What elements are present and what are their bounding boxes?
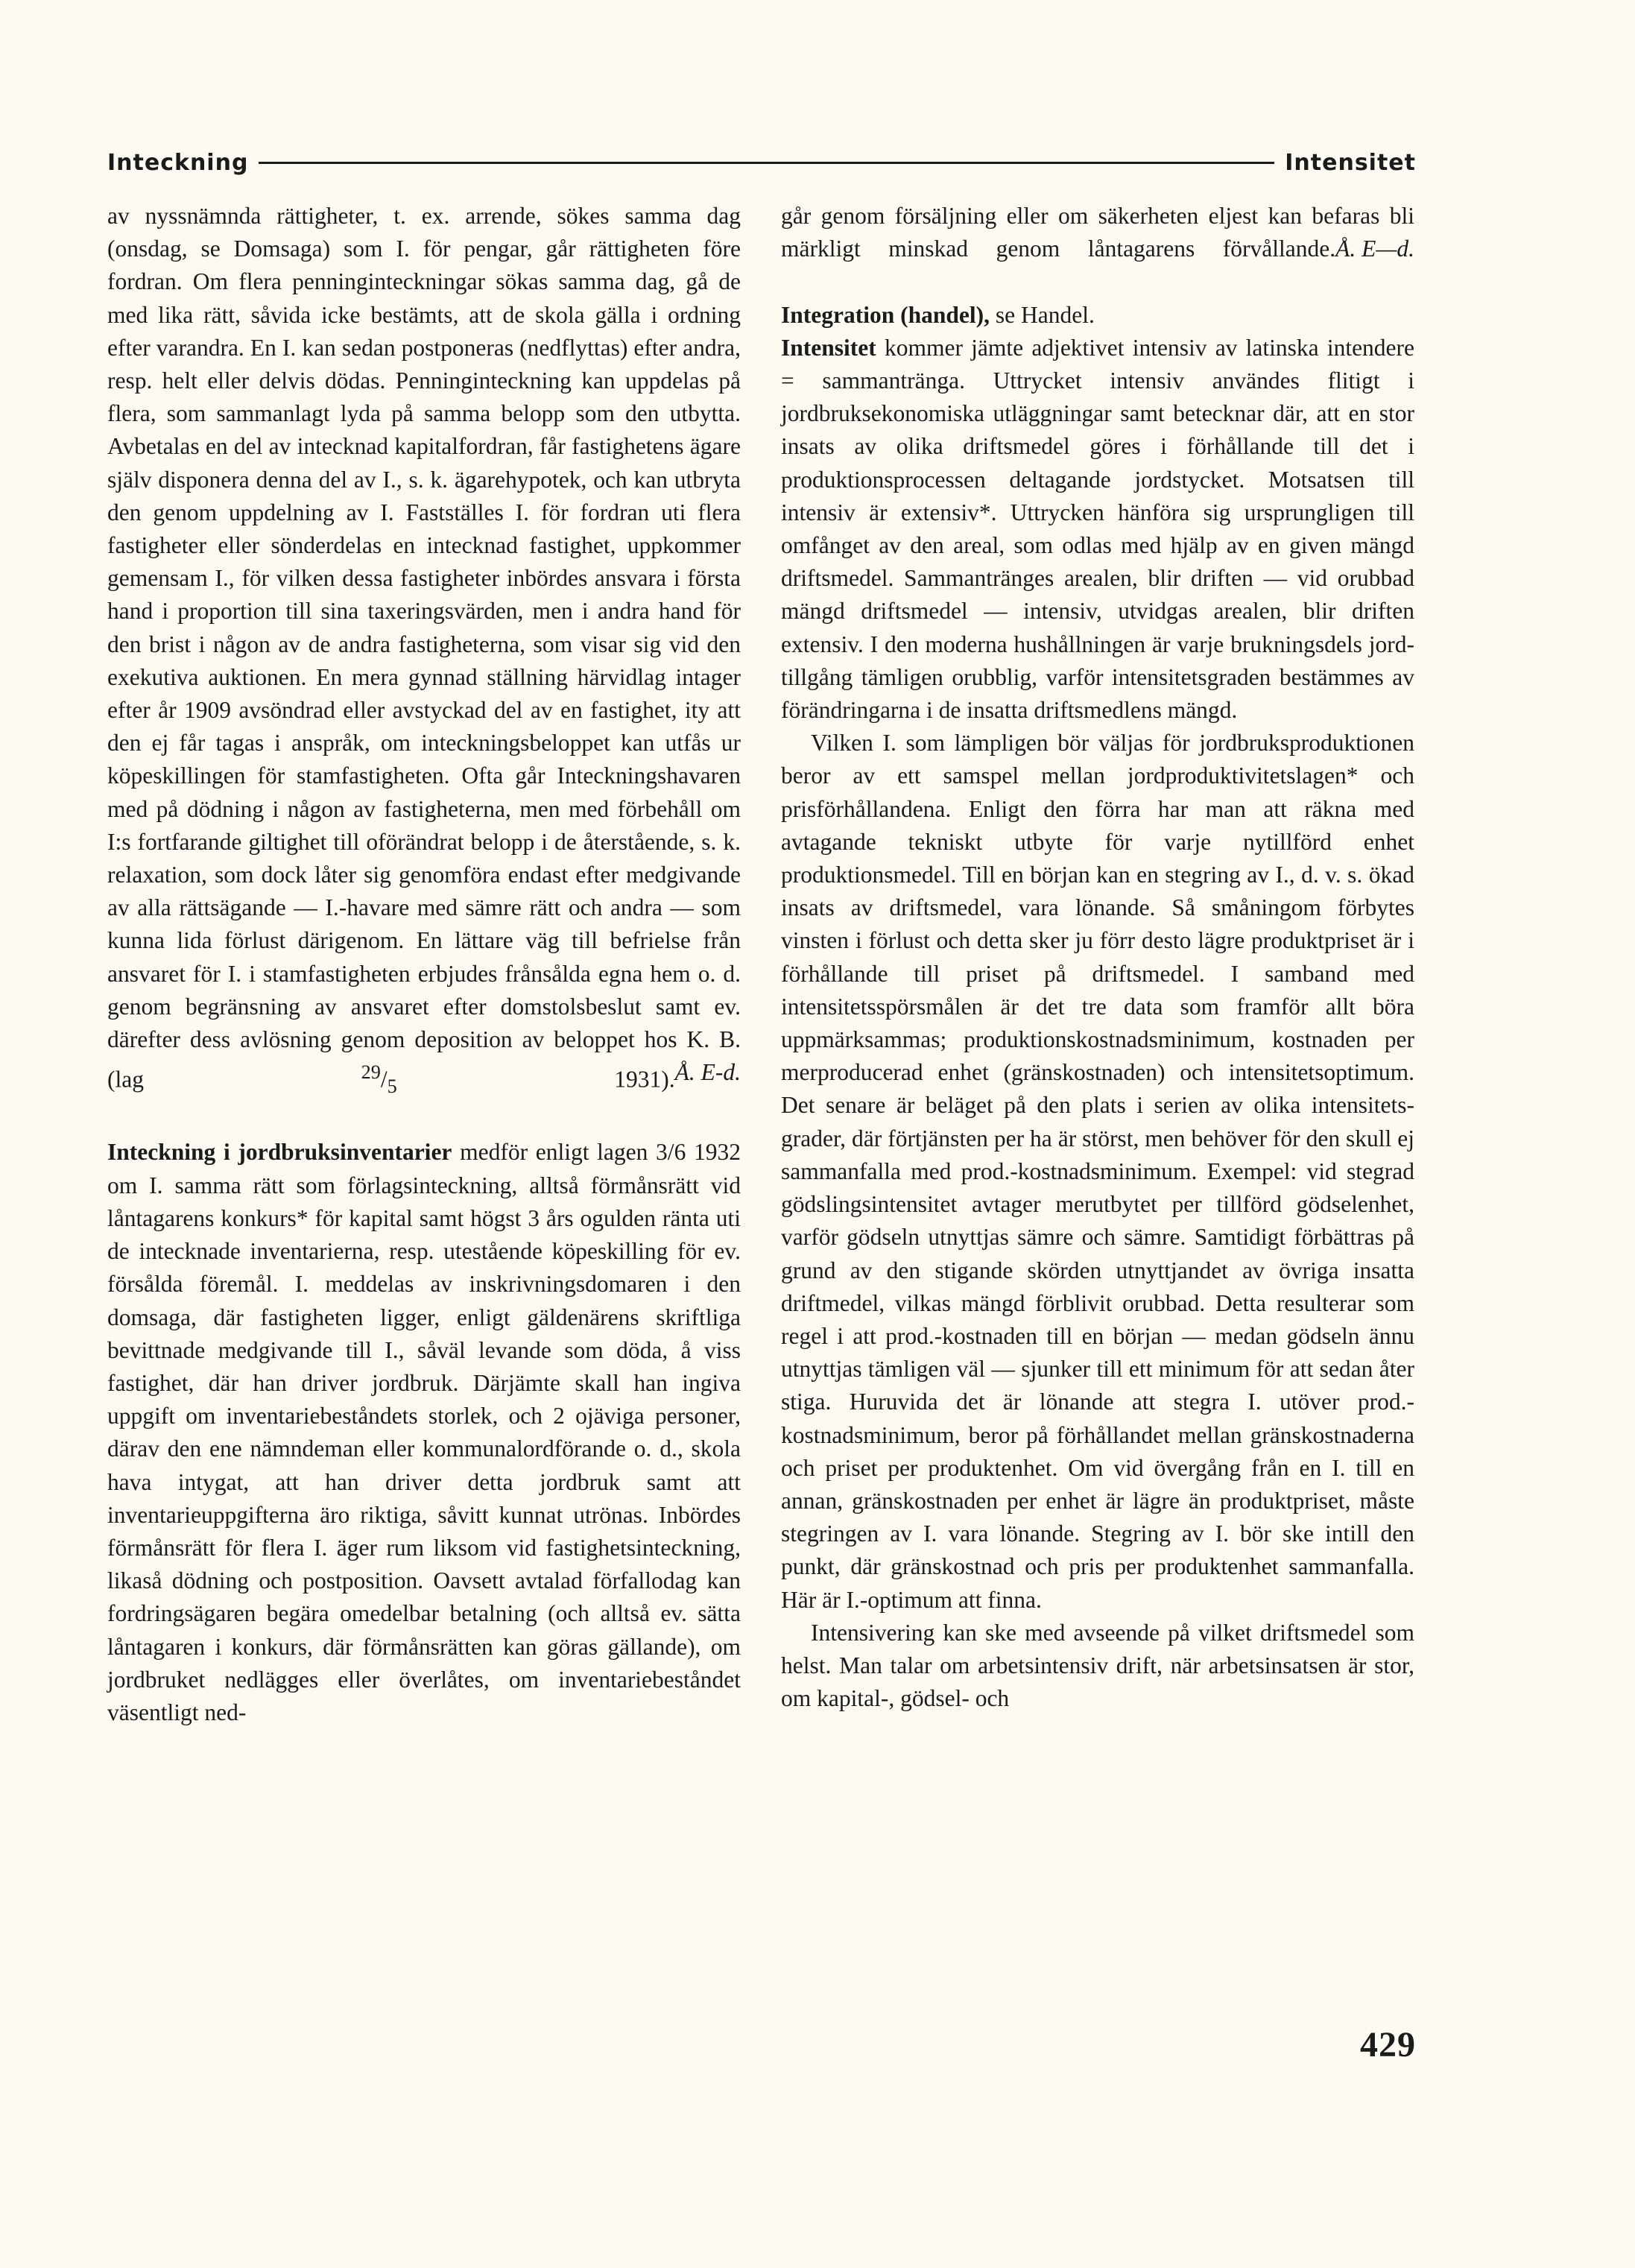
author-signature: Å. E—d.	[1335, 236, 1414, 262]
entry-text: se Handel.	[995, 301, 1095, 328]
author-signature: Å. E-d.	[674, 1059, 741, 1086]
entry-headword: Integration (handel),	[781, 301, 990, 328]
left-column	[107, 200, 741, 1989]
entry-inteckning-continued: av nyssnämnda rättigheter, t. ex. arrende, sökes samma dag (onsdag, se Domsaga) som I. för pengar, går rättigheten före fordran. Om flera penninginteckningar sökas samma dag, gå de med lika rätt, såvida icke bestämts, att de skola gälla i ordning efter varandra. En I. kan sedan postponeras (nedflyttas) efter andra, resp. helt eller delvis dödas. Penninginteckning kan uppdelas på flera, som sammanlagt lyda på samma belopp som den utbytta. Avbetalas en del av intecknad kapitalfordran, får fastighetens ägare själv disponera denna del av I., s. k. ägarehypotek, och kan utbryta den genom uppdelning av I. Fastställes I. för fordran uti flera fastigheter eller sönderdelas en intecknad fastighet, uppkommer gemensam I., för vilken dessa fastigheter inbördes ansvara i första hand i proportion till sina taxeringsvärden, men i andra hand för den brist i någon av de andra fastigheterna, som visar sig vid den exekutiva auktionen. En mera gynnad ställning härvidlag intager efter år 1909 avsöndrad eller avstyckad del av en fastighet, ity att den ej får tagas i anspråk, om inteckningsbeloppet kan utfås ur köpeskillingen för stamfastigheten. Ofta går Inteckningshavaren med på dödning i någon av fastigheterna, men med förbehåll om I:s fortfarande giltighet till oförändrat belopp i de återstående, s. k. relaxation, som dock låter sig genomföra endast efter medgivande av alla rättsägande — I.-havare med sämre rätt och andra — som kunna lida förlust därigenom. En lättare väg till befrielse från ansvaret för I. i stamfastigheten erbjudes frånsålda egna hem o. d. genom begränsning av ansvaret efter domstolsbeslut samt ev. därefter dess avlösning genom deposition av beloppet hos K. B. (lag $^{29}/_5$ 1931). Å. E-d.	[107, 203, 741, 1098]
right-column	[781, 200, 1414, 1989]
entry-integration	[781, 299, 1414, 332]
date-subscript: 5	[387, 1075, 397, 1098]
header-left-term: Inteckning	[107, 149, 249, 176]
page-number: 429	[1360, 2025, 1416, 2065]
entry-text: kommer jämte adjektivet intensiv av latinska intendere = sammantränga. Uttrycket intensiv användes flitigt i jordbruksekonomiska utläggningar samt betecknar där, att en stor insats av olika driftsmedel göres i förhållande till det i produktionsprocessen deltagande jordstycket. Motsatsen till intensiv är extensiv*. Uttrycken hänföra sig ursprungligen till omfånget av den areal, som odlas med hjälp av en given mängd driftsmedel. Sammantränges arealen, blir driften — vid orubbad mängd driftsmedel — intensiv, utvidgas arealen, blir driften extensiv. I den moderna hushållningen är varje brukningsdels jordtillgång tämligen orubblig, varför intensitetsgraden bestämmes av förändringarna i de insatta driftsmedlens mängd.	[781, 334, 1415, 724]
entry-continued	[781, 200, 1414, 299]
header-right-term: Intensitet	[1285, 149, 1416, 176]
entry-inteckning-i-jordbruksinventarier	[107, 1136, 741, 1729]
entry-headword: Intensitet	[781, 334, 876, 361]
paragraph-text: går genom försäljning eller om säkerheten eljest kan befaras bli märkligt minskad genom låntagarens förvållande.	[781, 203, 1414, 262]
running-header	[107, 145, 1416, 180]
date-year: 1931).	[614, 1066, 675, 1093]
date-superscript: 29	[361, 1061, 381, 1084]
paragraph: Vilken I. som lämpligen bör väljas för jordbruksproduktionen beror av ett samspel mellan jordproduktivitetslagen* och prisförhållandena. Enligt den förra har man att räkna med avtagande tekniskt utbyte för varje nytillförd enhet produktionsmedel. Till en början kan en stegring av I., d. v. s. ökad insats av driftsmedel, vara lönande. Så småningom förbytes vinsten i förlust och detta sker ju förr desto lägre produktpriset är i förhållande till priset på driftsmedel. I samband med intensitetsspörsmålen är det tre data som framför allt böra uppmärksammas; produktionskostnadsminimum, kostnaden per merproducerad enhet (gränskostnaden) och intensitetsoptimum. Det senare är beläget på den plats i serien av olika intensitetsgrader, där förtjänsten per ha är störst, men behöver för den skull ej sammanfalla med prod.-kostnadsminimum. Exempel: vid stegrad gödslingsintensitet avtager merutbytet per tillförd gödselenhet, varför gödseln utnyttjas sämre och sämre. Samtidigt förbättras på grund av den stigande skörden utnyttjandet av övriga insatta driftmedel, vilkas mängd förblivit orubbad. Detta resulterar som regel i att prod.-kostnaden till en början — medan gödseln ännu utnyttjas tämligen väl — sjunker till ett minimum för att sedan åter stiga. Huruvida det är lönande att stegra I. utöver prod.-kostnadsminimum, beror på förhållandet mellan gränskostnaderna och priset per produktenhet. Om vid övergång från en I. till en annan, gränskostnaden per enhet är lägre än produktpriset, måste stegringen av I. vara lönande. Stegring av I. bör ske intill den punkt, där gränskostnad och pris per produktenhet sammanfalla. Här är I.-optimum att finna.	[781, 730, 1414, 1613]
paragraph-text: av nyssnämnda rättigheter, t. ex. arrende, sökes samma dag (onsdag, se Domsaga) som I. för pengar, går rättigheten före fordran. Om flera penninginteckningar sökas samma dag, gå de med lika rätt, såvida icke bestämts, att de skola gälla i ordning efter varandra. En I. kan sedan postponeras (nedflyttas) efter andra, resp. helt eller delvis dödas. Penninginteckning kan uppdelas på flera, som sammanlagt lyda på samma belopp som den utbytta. Avbetalas en del av intecknad kapitalfordran, får fastighetens ägare själv disponera denna del av I., s. k. ägarehypotek, och kan utbryta den genom uppdelning av I. Fastställes I. för fordran uti flera fastigheter eller sönderdelas en intecknad fastighet, uppkommer gemensam I., för vilken dessa fastigheter inbördes ansvara i första hand i proportion till sina taxeringsvärden, men i andra hand för den brist i någon av de andra fastigheterna, som visar sig vid den exekutiva auktionen. En mera gynnad ställning härvidlag intager efter år 1909 avsöndrad eller avstyckad del av en fastighet, ity att den ej får tagas i anspråk, om inteckningsbeloppet kan utfås ur köpeskillingen för stamfastigheten. Ofta går Inteckningshavaren med på dödning i någon av fastigheterna, men med förbehåll om I:s fortfarande giltighet till oförändrat belopp i de återstående, s. k. relaxation, som dock låter sig genomföra endast efter medgivande av alla rättsägande — I.-havare med sämre rätt och andra — som kunna lida förlust därigenom. En lättare väg till befrielse från ansvaret för I. i stamfastigheten erbjudes frånsålda egna hem o. d. genom begränsning av ansvaret efter domstolsbeslut samt ev. därefter dess avlösning genom deposition av beloppet hos K. B. (lag	[107, 203, 741, 1093]
paragraph: Intensivering kan ske med avseende på vilket driftsmedel som helst. Man talar om arbetsintensiv drift, när arbetsinsatsen är stor, om kapital-, gödsel- och	[781, 1619, 1414, 1712]
entry-headword: Inteckning i jordbruksinventarier	[107, 1139, 452, 1166]
entry-intensitet	[781, 332, 1414, 727]
entry-text: medför enligt lagen 3/6 1932 om I. samma rätt som förlagsinteckning, alltså förmånsrätt vid låntagarens konkurs* för kapital samt högst 3 års ogulden ränta uti de intecknade inventarierna, resp. utestående köpeskilling för ev. försålda föremål. I. meddelas av inskrivningsdomaren i den domsaga, där fastigheten ligger, enligt gäldenärens skriftliga bevittnade medgivande till I., såväl levande som döda, å viss fastighet, där han driver jordbruk. Därjämte skall han ingiva uppgift om inventariebeståndets storlek, och 2 ojäviga personer, därav den ene nämndeman eller kommunalordförande o. d., skola hava intygat, att han driver detta jordbruk samt att inventarieuppgifterna äro riktiga, såvitt kunnat utrönas. Inbördes förmånsrätt för flera I. äger rum liksom vid fastighetsinteckning, likaså dödning och postposition. Oavsett avtalad förfallodag kan fordringsägaren begära omedelbar betalning (och alltså ev. sätta låntagaren i konkurs, där förmånsrätten kan göras gällande), om jordbruket nedlägges eller överlåtes, om inventariebeståndet väsentligt ned-	[107, 1139, 741, 1725]
header-rule	[259, 162, 1274, 164]
